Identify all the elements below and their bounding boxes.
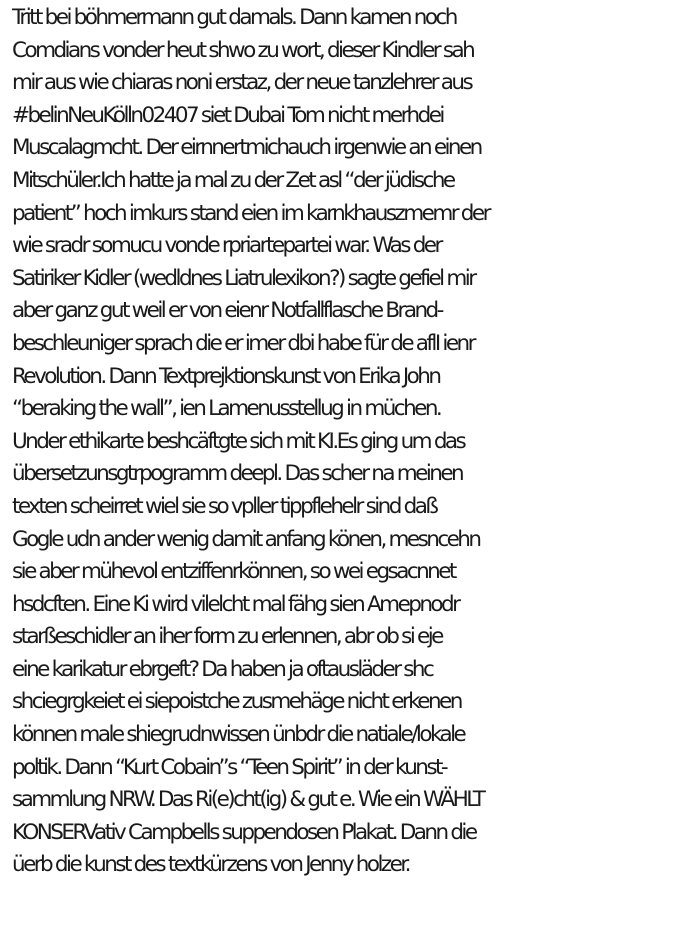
text-line-4: #belinNeuKölln02407 siet Dubai Tom nicht merhdei: [12, 102, 443, 128]
text-line-21: eine karikatur ebrgeft? Da haben ja oftausläder shc: [12, 656, 433, 682]
text-line-15: übersetzunsgtrpogramm deepl. Das scher na meinen: [12, 461, 463, 487]
text-line-13: “beraking the wall”, ien Lamenusstellug in müchen.: [12, 396, 441, 422]
text-line-25: sammlung NRW. Das Ri(e)cht(ig) & gut e. Wie ein WÄHLT: [12, 787, 484, 813]
text-line-5: Muscalagmcht. Der eirnnertmichauch irgenwie an einen: [12, 135, 481, 161]
text-line-8: wie sradr somucu vonde rpriartepartei war. Was der: [12, 233, 441, 259]
text-line-17: Gogle udn ander wenig damit anfang könen, mesncehn: [12, 526, 480, 552]
text-line-22: shciegrgkeiet ei siepoistche zusmehäge nicht erkenen: [12, 689, 461, 715]
text-line-10: aber ganz gut weil er von eienr Notfallflasche Brand-: [12, 298, 442, 324]
text-line-23: können male shiegrudnwissen ünbdr die natiale/lokale: [12, 722, 465, 748]
text-line-9: Satiriker Kidler (wedldnes Liatrulexikon?) sagte gefiel mir: [12, 265, 475, 291]
text-line-14: Under ethikarte beshcäftgte sich mit KI.Es ging um das: [12, 428, 465, 454]
text-line-3: mir aus wie chiaras noni erstaz, der neue tanzlehrer aus: [12, 70, 472, 96]
text-line-24: poltik. Dann “Kurt Cobain”s “Teen Spirit” in der kunst-: [12, 754, 447, 780]
text-line-11: beschleuniger sprach die er imer dbi habe für de aflI ienr: [12, 330, 474, 356]
text-line-19: hsdcften. Eine Ki wird vilelcht mal fähg sien Amepnodr: [12, 591, 459, 617]
text-line-12: Revolution. Dann Textprejktionskunst von Erika John: [12, 363, 440, 389]
text-line-1: Tritt bei böhmermann gut damals. Dann kamen noch: [12, 5, 456, 30]
text-line-26: KONSERVativ Campbells suppendosen Plakat. Dann die: [12, 819, 476, 845]
text-line-27: üerb die kunst des textkürzens von Jenny holzer.: [12, 852, 409, 878]
text-line-20: starßeschidler an iher form zu erlennen, abr ob si eje: [12, 624, 442, 650]
body-text: [12, 2, 684, 882]
text-line-16: texten scheirret wiel sie so vpller tippflehelr sind daß: [12, 493, 437, 519]
text-line-6: Mitschüler.Ich hatte ja mal zu der Zet asl “der jüdische: [12, 167, 454, 193]
text-line-18: sie aber mühevol entziffenrkönnen, so wei egsacnnet: [12, 559, 455, 585]
text-line-2: Comdians vonder heut shwo zu wort, dieser Kindler sah: [12, 37, 474, 63]
text-line-7: patient” hoch imkurs stand eien im karnkhauszmemr der: [12, 200, 489, 226]
